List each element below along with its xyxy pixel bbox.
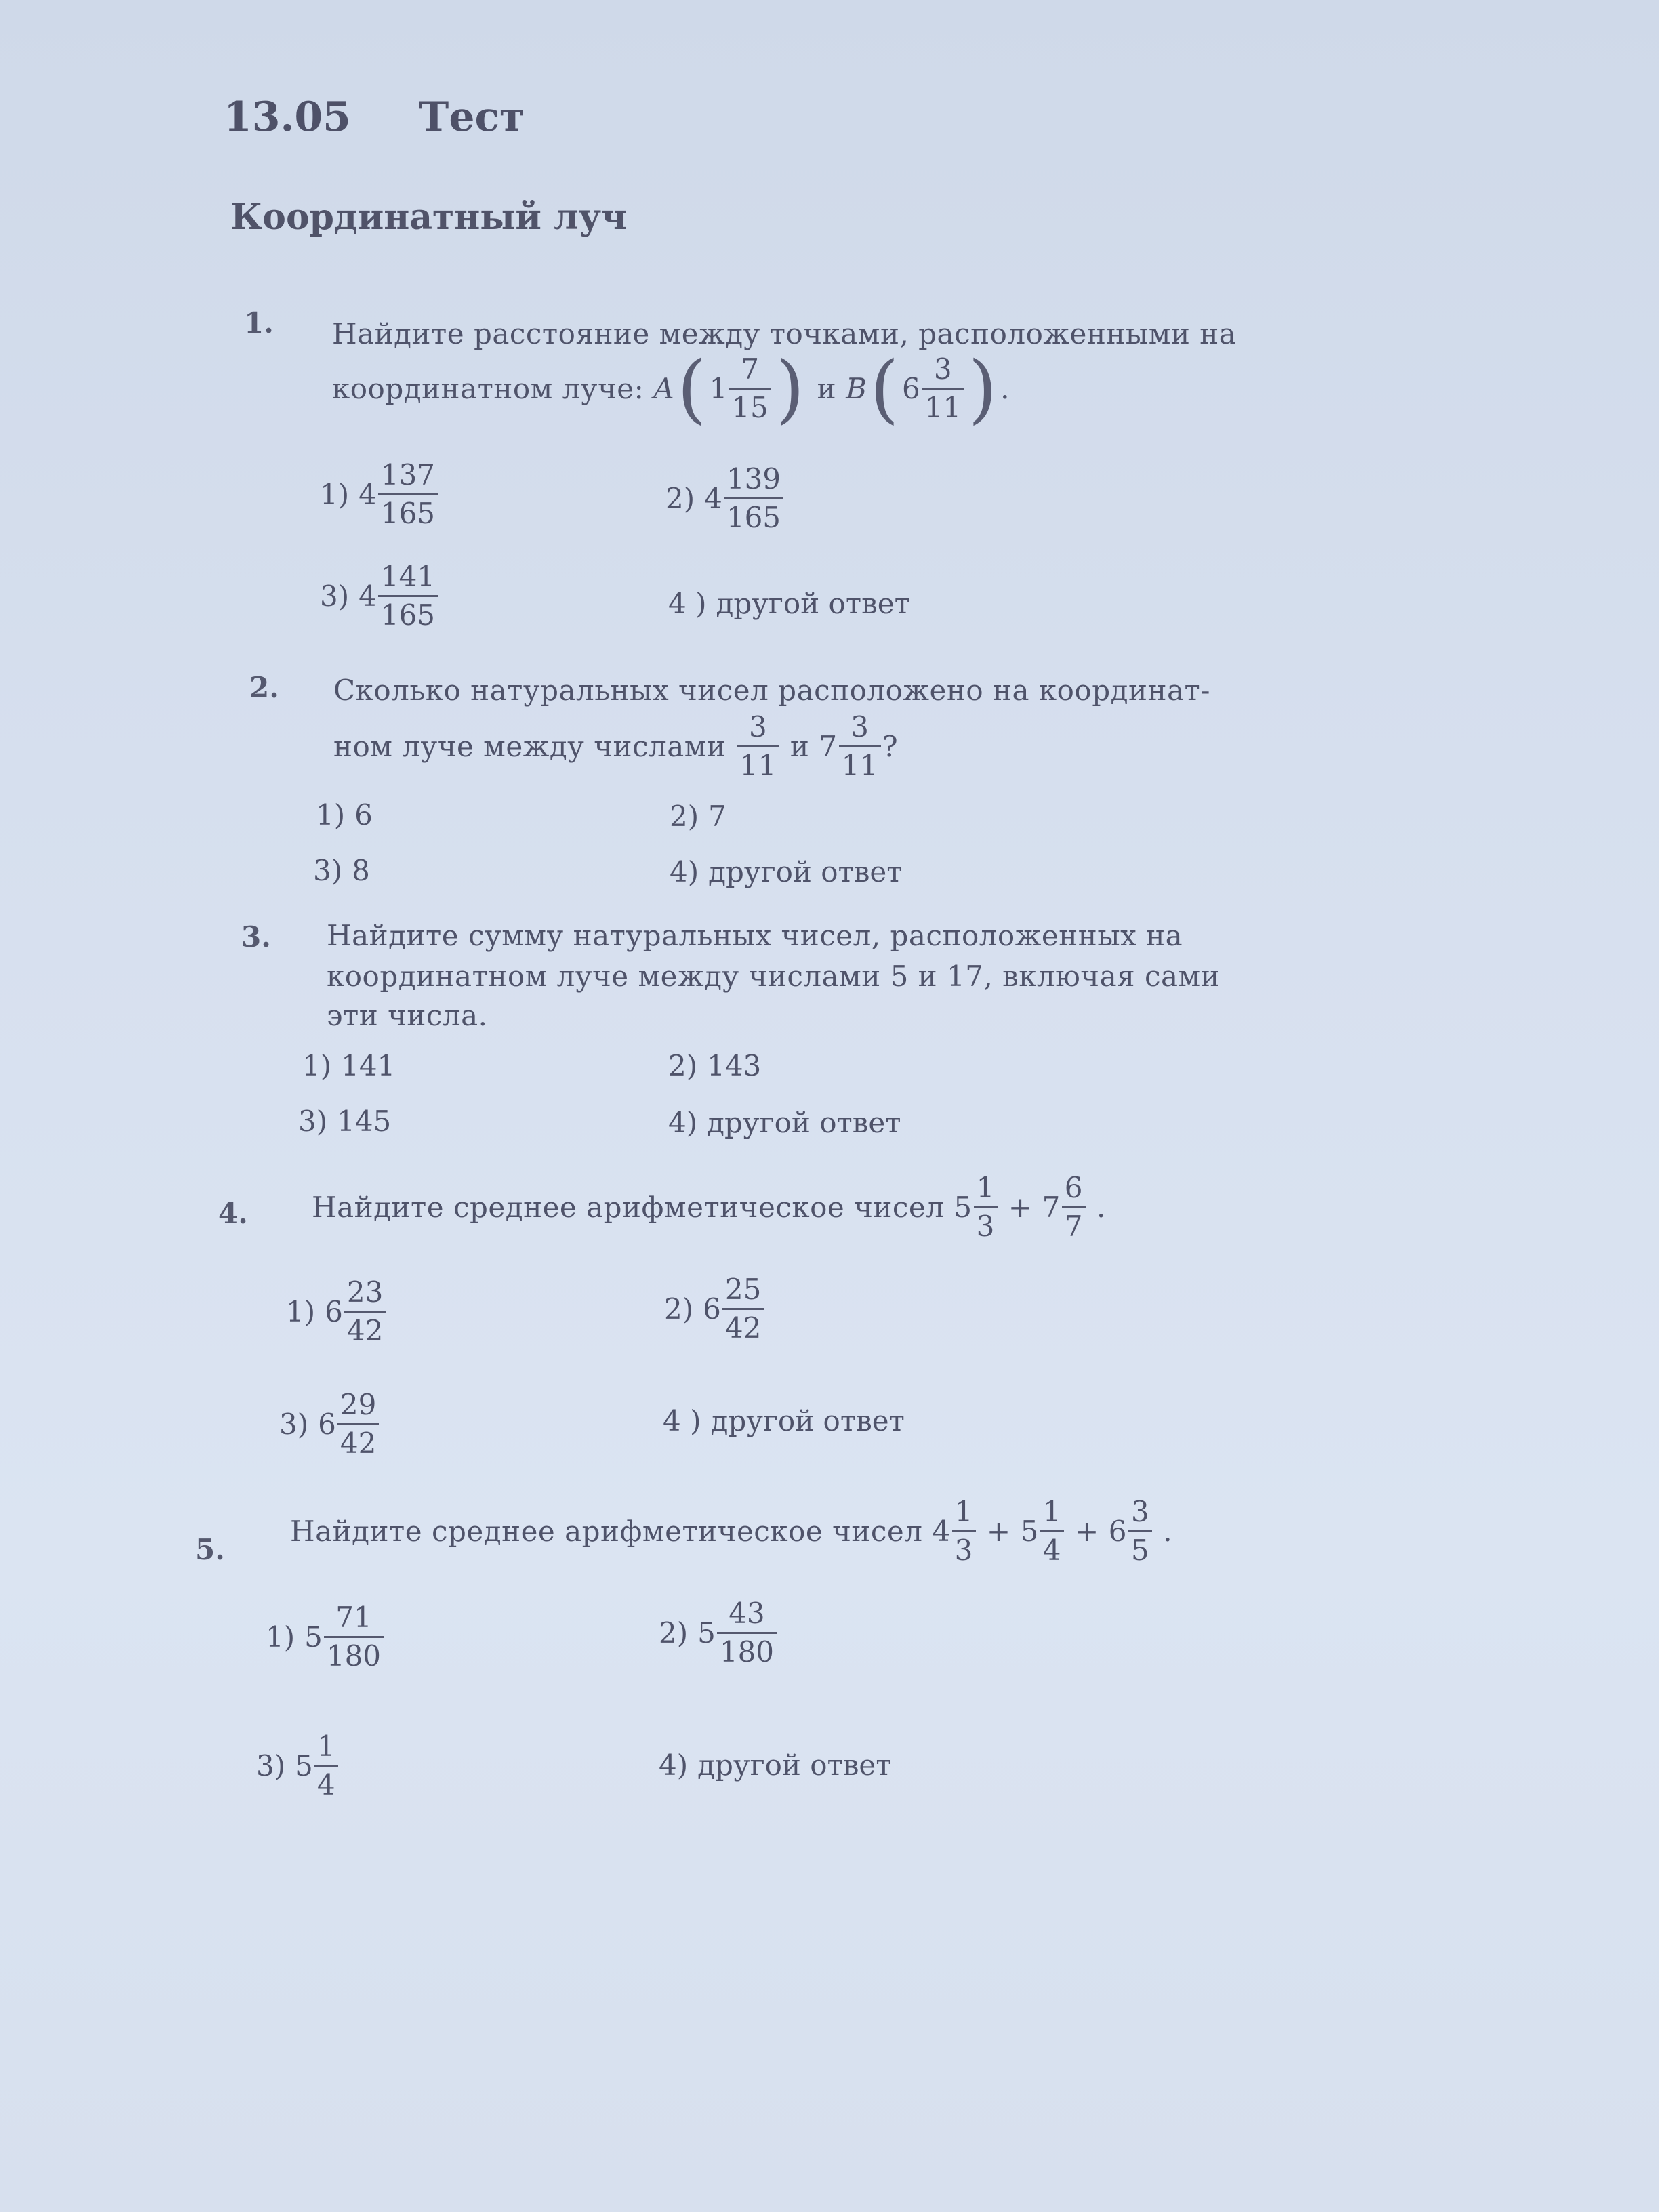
question-3-line-1: Найдите сумму натуральных чисел, расположенных на [327, 919, 1183, 952]
option-label: 1) [266, 1620, 295, 1654]
fraction-denominator: 4 [314, 1765, 338, 1799]
close-paren: ) [775, 345, 805, 432]
fraction-denominator: 180 [717, 1632, 777, 1666]
question-2-option-1[interactable] [316, 798, 373, 832]
question-2-option-4[interactable] [670, 855, 902, 888]
fraction-denominator: 3 [974, 1206, 998, 1241]
fraction-a [737, 710, 779, 782]
question-3-option-1[interactable] [302, 1049, 395, 1082]
option-label: 4) [670, 855, 699, 888]
fraction-denominator: 42 [722, 1308, 764, 1343]
fraction-numerator: 139 [726, 462, 781, 495]
option-whole: 4 [359, 579, 377, 613]
end-mark: . [1163, 1515, 1173, 1548]
option-text: другой ответ [710, 1404, 905, 1437]
question-4-line-1 [312, 1171, 1106, 1243]
plus-sign: + [1075, 1515, 1099, 1548]
point-a-label: A [653, 371, 675, 405]
option-label: 2) [670, 800, 699, 833]
question-2-line-2 [333, 710, 899, 782]
point-a-whole: 1 [709, 371, 728, 405]
option-text: 6 [354, 798, 373, 832]
option-text: другой ответ [716, 587, 910, 620]
test-header [224, 94, 525, 141]
question-5-option-1[interactable] [266, 1603, 385, 1671]
question-5-line-1 [290, 1495, 1173, 1567]
point-b-whole: 6 [901, 371, 921, 405]
close-paren: ) [968, 345, 998, 432]
option-text: другой ответ [697, 1748, 892, 1782]
number-b-whole: 7 [819, 730, 838, 763]
open-paren: ( [869, 345, 899, 432]
fraction-numerator: 3 [851, 710, 869, 743]
fraction-denominator: 11 [839, 745, 881, 780]
number-a-whole: 5 [954, 1191, 972, 1224]
fraction-a [974, 1171, 998, 1243]
and-word: и [817, 371, 837, 405]
option-fraction [378, 458, 438, 530]
point-b-label: B [846, 371, 867, 405]
point-b-fraction [922, 352, 964, 424]
fraction-numerator: 3 [749, 710, 768, 743]
option-label: 2) [664, 1292, 694, 1326]
question-4-number: 4. [218, 1197, 248, 1230]
option-fraction [717, 1599, 777, 1666]
option-fraction [378, 562, 438, 630]
fraction-denominator: 165 [724, 497, 783, 532]
point-a-fraction [729, 352, 771, 424]
test-number: 13.05 [224, 94, 351, 141]
question-1-option-4[interactable] [668, 587, 910, 620]
fraction-b [1040, 1495, 1064, 1567]
question-3-option-2[interactable] [668, 1049, 761, 1082]
fraction-numerator: 29 [340, 1388, 377, 1421]
option-label: 3) [320, 579, 350, 613]
question-5-option-3[interactable] [256, 1729, 340, 1801]
option-label: 1) [302, 1049, 332, 1082]
question-1-option-2[interactable] [665, 462, 785, 534]
question-3-option-3[interactable] [298, 1105, 391, 1138]
option-fraction [314, 1729, 338, 1801]
question-4-prefix: Найдите среднее арифметическое чисел [312, 1191, 945, 1224]
fraction-b [1062, 1171, 1086, 1243]
fraction-c [1128, 1495, 1152, 1567]
fraction-a [952, 1495, 976, 1567]
fraction-numerator: 6 [1064, 1171, 1084, 1204]
question-1-option-3[interactable] [320, 562, 439, 630]
option-whole: 5 [697, 1616, 716, 1650]
option-whole: 6 [325, 1295, 343, 1328]
option-label: 3) [279, 1408, 309, 1441]
option-fraction [337, 1388, 379, 1460]
fraction-numerator: 25 [724, 1273, 762, 1306]
fraction-numerator: 71 [335, 1601, 372, 1634]
number-c-whole: 6 [1108, 1515, 1127, 1548]
question-1-line-2 [332, 345, 1010, 432]
option-whole: 5 [304, 1620, 323, 1654]
fraction-denominator: 4 [1040, 1530, 1064, 1565]
option-whole: 6 [703, 1292, 721, 1326]
option-label: 4 ) [663, 1404, 701, 1437]
question-3-option-4[interactable] [668, 1106, 901, 1139]
question-1-line-1: Найдите расстояние между точками, расположенными на [332, 317, 1237, 350]
topic-title: Координатный луч [230, 197, 628, 238]
fraction-denominator: 180 [324, 1636, 384, 1671]
number-b-whole: 5 [1020, 1515, 1039, 1548]
fraction-numerator: 141 [380, 560, 436, 593]
option-whole: 4 [359, 478, 377, 511]
fraction-denominator: 11 [737, 745, 779, 780]
option-whole: 5 [295, 1749, 313, 1782]
end-mark: . [1097, 1191, 1106, 1224]
fraction-numerator: 3 [1130, 1495, 1150, 1528]
end-mark: . [1000, 371, 1010, 405]
question-3-line-2: координатном луче между числами 5 и 17, включая сами [327, 960, 1221, 993]
fraction-numerator: 43 [729, 1597, 765, 1630]
option-label: 4) [668, 1106, 698, 1139]
fraction-numerator: 7 [741, 352, 760, 386]
fraction-numerator: 1 [1042, 1495, 1062, 1528]
option-fraction [344, 1275, 386, 1347]
plus-sign: + [986, 1515, 1011, 1548]
question-2-option-2[interactable] [670, 800, 726, 833]
question-1-prefix: координатном луче: [332, 371, 644, 405]
option-label: 4 ) [668, 587, 707, 620]
option-label: 3) [313, 854, 343, 887]
option-fraction [722, 1275, 764, 1343]
option-text: 8 [352, 854, 370, 887]
question-5-prefix: Найдите среднее арифметическое чисел [290, 1515, 923, 1548]
fraction-denominator: 42 [337, 1423, 379, 1458]
question-4-option-3[interactable] [279, 1388, 380, 1460]
question-5-option-4[interactable] [659, 1748, 891, 1782]
option-label: 2) [659, 1616, 689, 1650]
option-fraction [324, 1603, 384, 1671]
fraction-denominator: 165 [378, 595, 438, 630]
question-5-option-2[interactable] [659, 1599, 778, 1666]
fraction-denominator: 165 [378, 493, 438, 528]
question-4-option-1[interactable] [286, 1275, 387, 1347]
number-b-whole: 7 [1042, 1191, 1061, 1224]
option-text: другой ответ [708, 855, 903, 888]
fraction-numerator: 1 [976, 1171, 995, 1204]
question-1-number: 1. [244, 306, 274, 340]
number-a-whole: 4 [932, 1515, 951, 1548]
fraction-numerator: 137 [380, 458, 436, 491]
option-label: 1) [316, 798, 346, 832]
fraction-denominator: 7 [1062, 1206, 1086, 1241]
fraction-denominator: 11 [922, 388, 964, 422]
question-2-number: 2. [249, 671, 279, 704]
fraction-numerator: 1 [954, 1495, 973, 1528]
option-text: 141 [341, 1049, 396, 1082]
option-label: 1) [320, 478, 350, 511]
question-2-line-1: Сколько натуральных чисел расположено на координат- [333, 674, 1210, 707]
question-3-number: 3. [241, 920, 271, 954]
question-2-option-3[interactable] [313, 854, 370, 887]
option-label: 3) [298, 1105, 328, 1138]
option-label: 2) [665, 482, 695, 515]
option-whole: 6 [318, 1408, 336, 1441]
option-text: 7 [708, 800, 726, 833]
fraction-numerator: 1 [316, 1729, 335, 1763]
option-label: 3) [256, 1749, 286, 1782]
plus-sign: + [1008, 1191, 1033, 1224]
question-5-number: 5. [195, 1533, 225, 1566]
question-2-prefix: ном луче между числами [333, 730, 726, 763]
fraction-numerator: 3 [933, 352, 953, 386]
option-label: 2) [668, 1049, 698, 1082]
option-text: 145 [337, 1105, 392, 1138]
fraction-denominator: 15 [729, 388, 771, 422]
end-mark: ? [882, 730, 899, 763]
option-text: 143 [707, 1049, 762, 1082]
open-paren: ( [677, 345, 707, 432]
option-text: другой ответ [707, 1106, 901, 1139]
fraction-denominator: 3 [952, 1530, 976, 1565]
question-3-line-3: эти числа. [327, 999, 488, 1032]
option-label: 4) [659, 1748, 689, 1782]
question-4-option-4[interactable] [663, 1404, 905, 1437]
question-1-option-1[interactable] [320, 458, 439, 530]
fraction-numerator: 23 [346, 1275, 384, 1309]
fraction-b [839, 710, 881, 782]
fraction-denominator: 5 [1128, 1530, 1152, 1565]
option-fraction [724, 462, 783, 534]
option-label: 1) [286, 1295, 316, 1328]
test-label: Тест [418, 94, 525, 141]
fraction-denominator: 42 [344, 1311, 386, 1345]
question-4-option-2[interactable] [664, 1275, 765, 1343]
and-word: и [790, 730, 810, 763]
option-whole: 4 [704, 482, 722, 515]
